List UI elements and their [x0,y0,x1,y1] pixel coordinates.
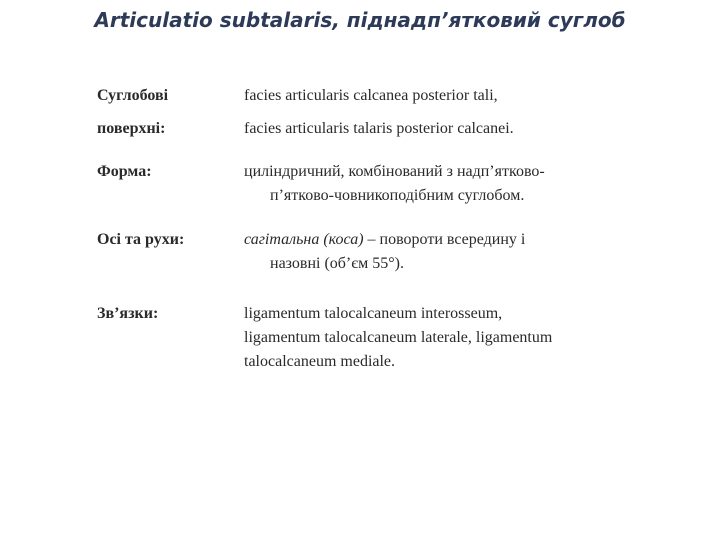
form-label: Форма: [97,163,152,180]
axes-movement-text: – повороти всередину і [363,231,526,248]
axes-label: Осі та рухи: [97,231,185,248]
ligaments-value-line-2: ligamentum talocalcaneum laterale, ligamentum [244,329,553,346]
surfaces-value-line-2: facies articularis talaris posterior calcanei. [244,120,514,137]
axes-value-line-2: назовні (об’єм 55°). [270,255,404,272]
surfaces-label-line-1: Суглобові [97,87,169,104]
axes-value-line-1 [244,228,525,252]
ligaments-value-line-3: talocalcaneum mediale. [244,353,396,370]
surfaces-value-line-1: facies articularis calcanea posterior tali, [244,87,498,104]
ligaments-label: Зв’язки: [97,305,159,322]
surfaces-label-line-2: поверхні: [97,120,166,137]
slide-title: Articulatio subtalaris, піднадп’ятковий суглоб [94,8,626,32]
ligaments-value-line-1: ligamentum talocalcaneum interosseum, [244,305,503,322]
axes-plane-term: сагітальна (коса) [244,231,364,248]
form-value-line-2: п’ятково-човникоподібним суглобом. [270,187,525,204]
form-value-line-1: циліндричний, комбінований з надп’ятково- [244,163,545,180]
